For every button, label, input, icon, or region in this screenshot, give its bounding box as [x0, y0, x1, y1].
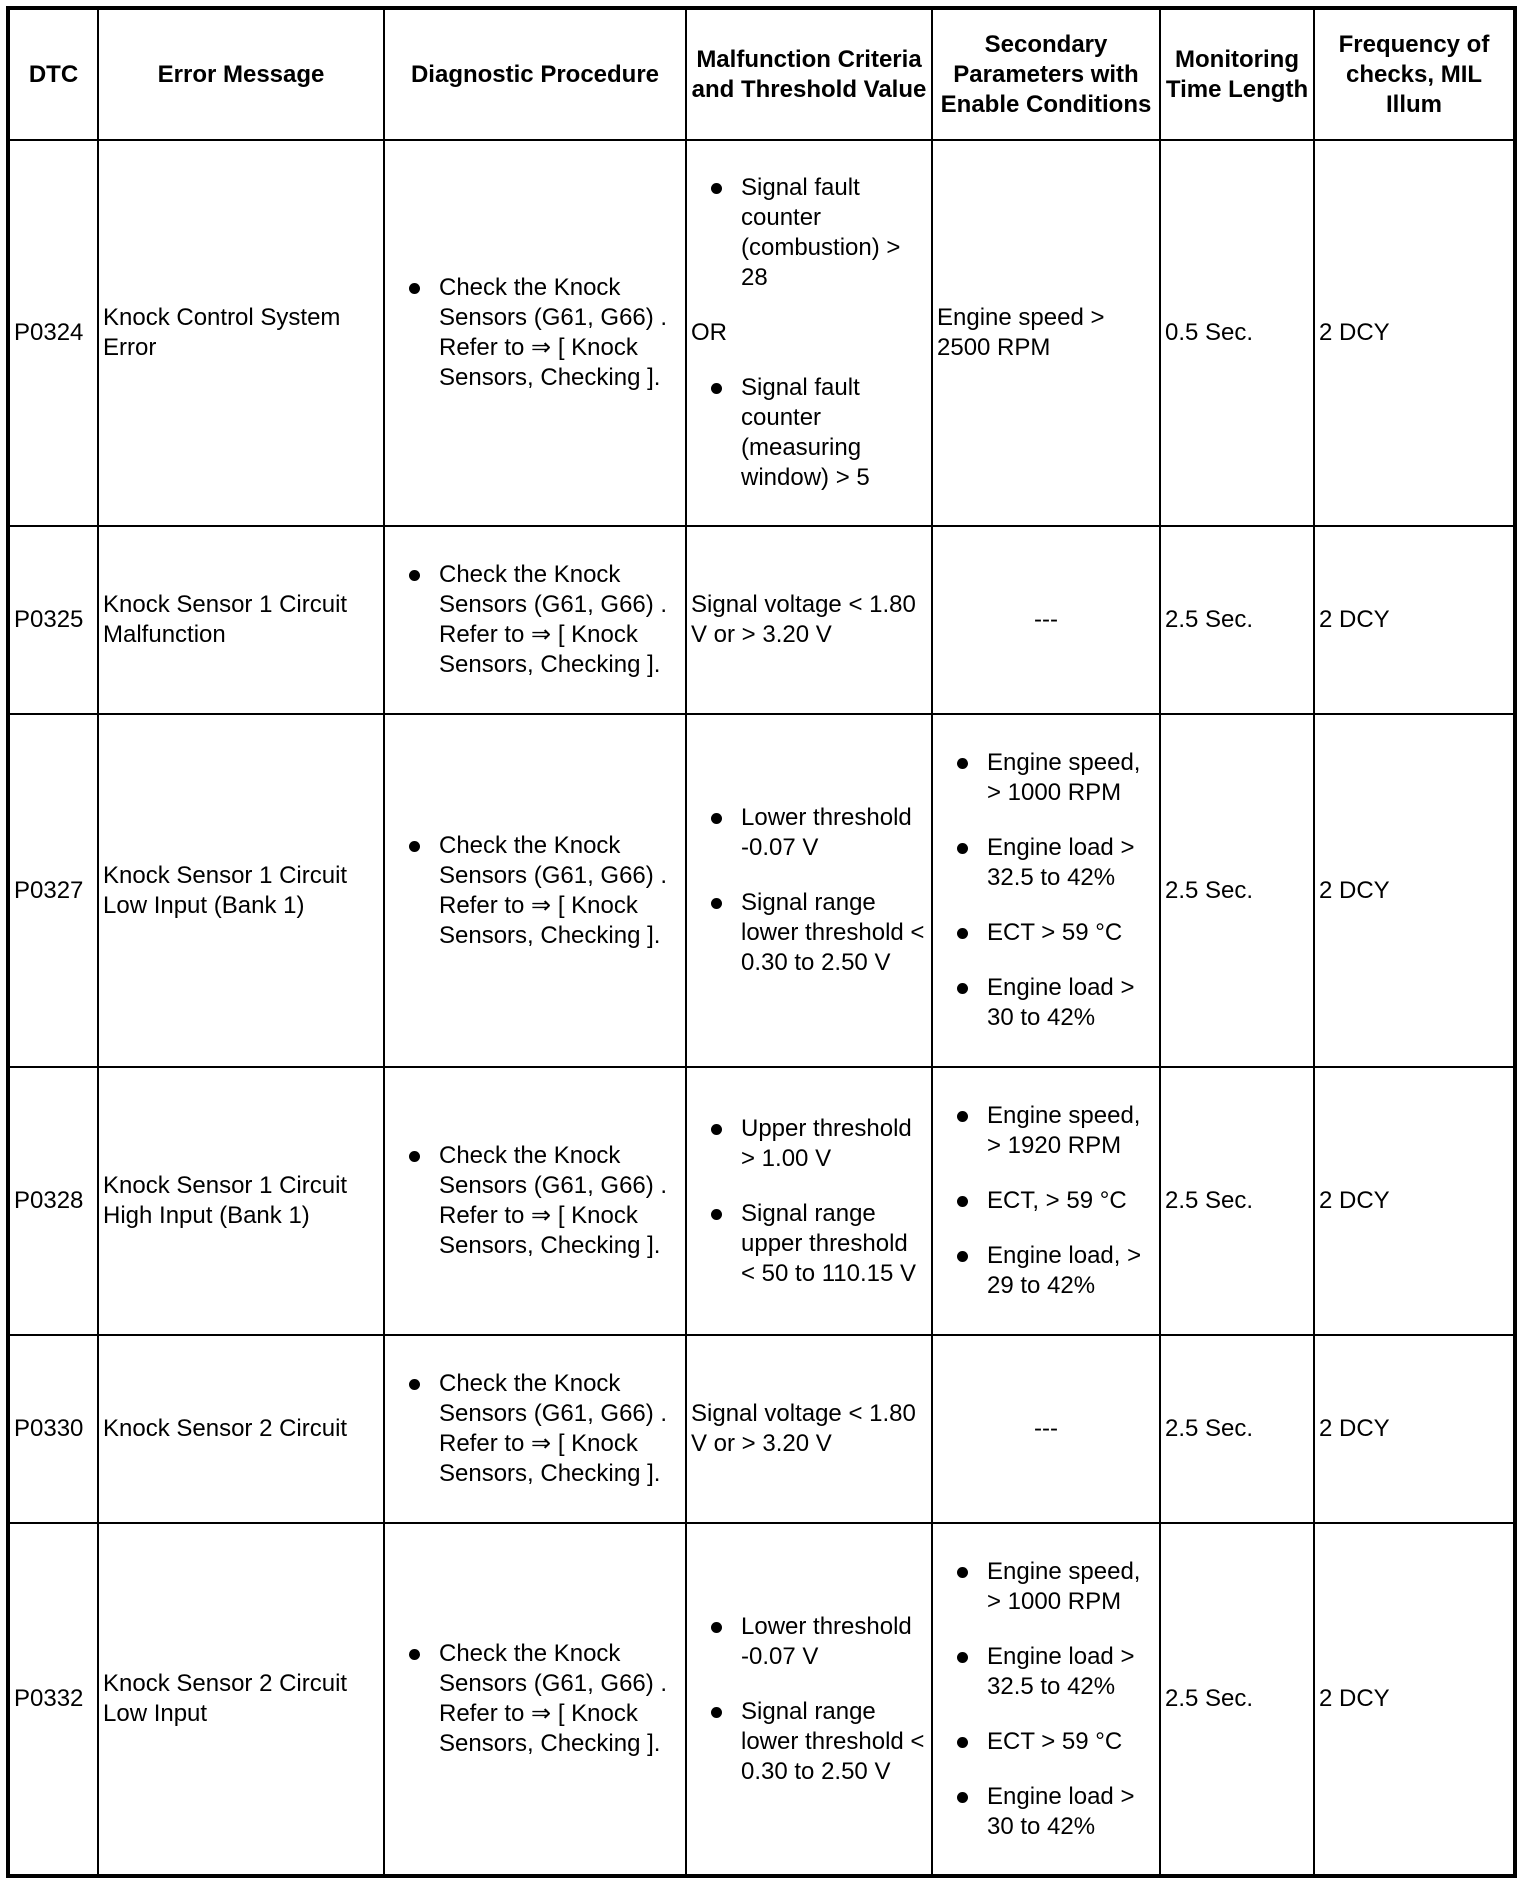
monitoring-time-cell: 2.5 Sec.: [1160, 1523, 1314, 1876]
monitoring-time-cell: 2.5 Sec.: [1160, 714, 1314, 1067]
criteria-item: Lower threshold -0.07 V: [691, 1612, 927, 1672]
criteria-item: Signal fault counter (measuring window) > 5: [691, 373, 927, 493]
criteria-cell: [686, 1067, 932, 1335]
secondary-cell: [932, 1067, 1160, 1335]
procedure-item: Check the Knock Sensors (G61, G66) . Refer to ⇒ [ Knock Sensors, Checking ].: [389, 1141, 681, 1261]
procedure-item: Check the Knock Sensors (G61, G66) . Refer to ⇒ [ Knock Sensors, Checking ].: [389, 560, 681, 680]
secondary-item: Engine load > 32.5 to 42%: [937, 833, 1155, 893]
procedure-item: Check the Knock Sensors (G61, G66) . Refer to ⇒ [ Knock Sensors, Checking ].: [389, 1639, 681, 1759]
error-message-cell: Knock Control System Error: [98, 140, 384, 526]
criteria-cell: [686, 714, 932, 1067]
criteria-item: Signal fault counter (combustion) > 28: [691, 173, 927, 293]
criteria-cell: Signal voltage < 1.80 V or > 3.20 V: [686, 1335, 932, 1523]
dtc-cell: P0324: [8, 140, 98, 526]
header-error-message: Error Message: [98, 8, 384, 140]
secondary-item: ECT > 59 °C: [937, 1727, 1155, 1757]
table-row: [8, 140, 1515, 526]
table-row: [8, 526, 1515, 714]
criteria-item: Signal range upper threshold < 50 to 110.15 V: [691, 1199, 927, 1289]
table-row: [8, 714, 1515, 1067]
criteria-item: Lower threshold -0.07 V: [691, 803, 927, 863]
error-message-cell: Knock Sensor 1 Circuit High Input (Bank 1): [98, 1067, 384, 1335]
procedure-item: Check the Knock Sensors (G61, G66) . Refer to ⇒ [ Knock Sensors, Checking ].: [389, 831, 681, 951]
procedure-item: Check the Knock Sensors (G61, G66) . Refer to ⇒ [ Knock Sensors, Checking ].: [389, 273, 681, 393]
error-message-cell: Knock Sensor 1 Circuit Malfunction: [98, 526, 384, 714]
monitoring-time-cell: 0.5 Sec.: [1160, 140, 1314, 526]
procedure-cell: [384, 1335, 686, 1523]
secondary-item: ECT > 59 °C: [937, 918, 1155, 948]
frequency-cell: 2 DCY: [1314, 1523, 1515, 1876]
dtc-cell: P0330: [8, 1335, 98, 1523]
procedure-item: Check the Knock Sensors (G61, G66) . Refer to ⇒ [ Knock Sensors, Checking ].: [389, 1369, 681, 1489]
secondary-item: ECT, > 59 °C: [937, 1186, 1155, 1216]
criteria-cell: [686, 1523, 932, 1876]
table-row: [8, 1523, 1515, 1876]
secondary-cell: [932, 1523, 1160, 1876]
header-row: [8, 8, 1515, 140]
error-message-cell: Knock Sensor 2 Circuit: [98, 1335, 384, 1523]
secondary-item: Engine load, > 29 to 42%: [937, 1241, 1155, 1301]
monitoring-time-cell: 2.5 Sec.: [1160, 526, 1314, 714]
secondary-cell: ---: [932, 526, 1160, 714]
error-message-cell: Knock Sensor 1 Circuit Low Input (Bank 1): [98, 714, 384, 1067]
secondary-item: Engine speed, > 1000 RPM: [937, 1557, 1155, 1617]
error-message-cell: Knock Sensor 2 Circuit Low Input: [98, 1523, 384, 1876]
dtc-cell: P0325: [8, 526, 98, 714]
frequency-cell: 2 DCY: [1314, 140, 1515, 526]
procedure-cell: [384, 140, 686, 526]
criteria-or-label: OR: [691, 319, 727, 346]
header-malfunction-criteria: Malfunction Criteria and Threshold Value: [686, 8, 932, 140]
secondary-item: Engine speed, > 1920 RPM: [937, 1101, 1155, 1161]
secondary-cell: Engine speed > 2500 RPM: [932, 140, 1160, 526]
criteria-item: Upper threshold > 1.00 V: [691, 1114, 927, 1174]
header-frequency: Frequency of checks, MIL Illum: [1314, 8, 1515, 140]
secondary-cell: [932, 714, 1160, 1067]
header-secondary-parameters: Secondary Parameters with Enable Conditions: [932, 8, 1160, 140]
procedure-cell: [384, 714, 686, 1067]
header-diagnostic-procedure: Diagnostic Procedure: [384, 8, 686, 140]
procedure-cell: [384, 1523, 686, 1876]
criteria-item: Signal range lower threshold < 0.30 to 2.50 V: [691, 1697, 927, 1787]
frequency-cell: 2 DCY: [1314, 714, 1515, 1067]
procedure-cell: [384, 526, 686, 714]
secondary-cell: ---: [932, 1335, 1160, 1523]
secondary-item: Engine load > 32.5 to 42%: [937, 1642, 1155, 1702]
criteria-cell: [686, 140, 932, 526]
monitoring-time-cell: 2.5 Sec.: [1160, 1067, 1314, 1335]
frequency-cell: 2 DCY: [1314, 1335, 1515, 1523]
frequency-cell: 2 DCY: [1314, 526, 1515, 714]
secondary-item: Engine load > 30 to 42%: [937, 973, 1155, 1033]
procedure-cell: [384, 1067, 686, 1335]
table-row: [8, 1067, 1515, 1335]
header-monitoring-time: Monitoring Time Length: [1160, 8, 1314, 140]
dtc-cell: P0332: [8, 1523, 98, 1876]
frequency-cell: 2 DCY: [1314, 1067, 1515, 1335]
dtc-cell: P0327: [8, 714, 98, 1067]
dtc-table: [6, 6, 1517, 1878]
secondary-item: Engine load > 30 to 42%: [937, 1782, 1155, 1842]
monitoring-time-cell: 2.5 Sec.: [1160, 1335, 1314, 1523]
criteria-cell: Signal voltage < 1.80 V or > 3.20 V: [686, 526, 932, 714]
secondary-item: Engine speed, > 1000 RPM: [937, 748, 1155, 808]
dtc-cell: P0328: [8, 1067, 98, 1335]
table-row: [8, 1335, 1515, 1523]
header-dtc: DTC: [8, 8, 98, 140]
criteria-item: Signal range lower threshold < 0.30 to 2.50 V: [691, 888, 927, 978]
